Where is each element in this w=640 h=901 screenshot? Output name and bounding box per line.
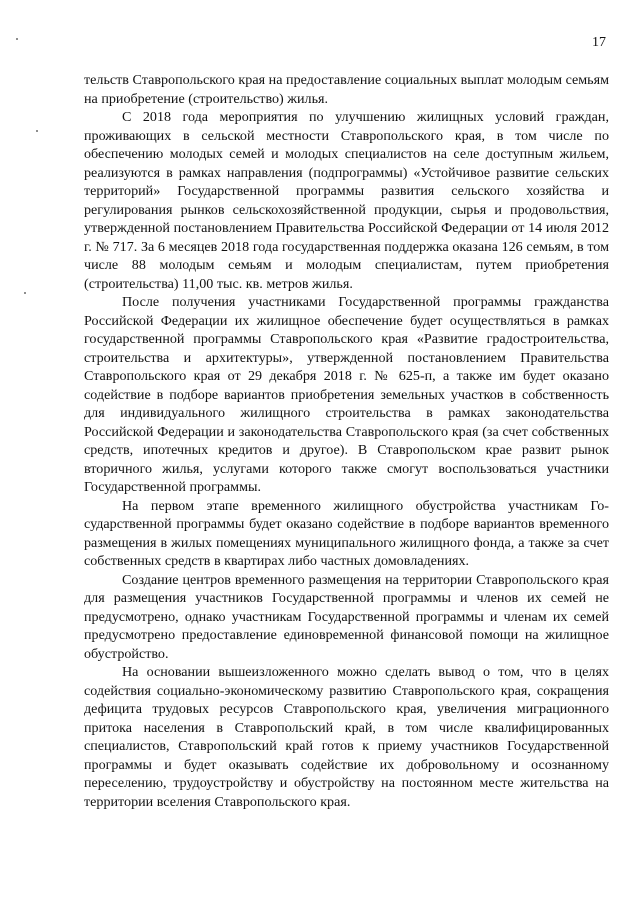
- paragraph-continuation: тельств Ставропольского края на предоставление социальных выплат молодым семьям на приобретение (строительство) жилья.: [84, 72, 609, 107]
- paragraph: На основании вышеизложенного можно сделать вывод о том, что в целях содействия социально-экономическому развитию Ставропольского края, сокращения дефицита трудовых ресурсов Ставропольского края, увеличения миграционного притока населения в Ставропольский край, в том числе квалифицированных специалистов, Ставропольский край готов к приему участников Государственной программы и будет оказывать содействие их добровольному и осознанному переселению, трудоустройству и обустройству на постоянном месте жительства на территории вселения Ставропольского края.: [84, 664, 609, 810]
- paragraph: Создание центров временного размещения на территории Ставропольского края для размещения участников Государственной программы и членов их семей не предусмотрено, однако участникам Государственной программы и членам их семей предусмотрено предоставление единовременной финансовой помощи на жилищное обустройство.: [84, 571, 609, 662]
- paragraph: После получения участниками Государственной программы гражданства Российской Федерации их жилищное обеспечение будет осуществляться в рамках государственной программы Ставропольского края «Развитие градостроительства, строительства и архитектуры», утвержденной постановлением Правительства Ставропольского края от 29 декабря 2018 г. № 625-п, а также им будет оказано содействие в подборе вариантов приобретения земельных участков в собственность для индивидуального жилищного строительства в рамках законодательства Российской Федерации и законодательства Ставропольского края (за счет собственных средств, ипотечных кредитов и другое). В Ставропольском крае развит рынок вторичного жилья, услугами которого также смогут воспользоваться участники Государственной программы.: [84, 294, 609, 495]
- paragraph: С 2018 года мероприятия по улучшению жилищных условий граждан, проживающих в сельской местности Ставропольского края, в том числе по обеспечению молодых семей и молодых специалистов на селе доступным жильем, реализуются в рамках направления (подпрограммы) «Устойчивое развитие сельских территорий» Государственной программы развития сельского хозяйства и регулирования рынков сельскохозяйственной продукции, сырья и продовольствия, утвержденной постановлением Правительства Российской Федерации от 14 июля 2012 г. № 717. За 6 месяцев 2018 года государственная поддержка оказана 126 семьям, в том числе 88 молодым семьям и молодым специалистам, путем приобретения (строительства) 11,00 тыс. кв. метров жилья.: [84, 109, 609, 292]
- scan-mark: [24, 292, 26, 294]
- scan-mark: [16, 38, 18, 40]
- paragraph: На первом этапе временного жилищного обустройства участникам Государственной программы будет оказано содействие в подборе вариантов временного размещения в жилых помещениях муниципального жилищного фонда, а также за счет собственных средств в квартирах либо частных домовладениях.: [84, 497, 609, 569]
- document-body: [84, 71, 609, 811]
- page-number: 17: [592, 35, 606, 50]
- scan-mark: [36, 130, 38, 132]
